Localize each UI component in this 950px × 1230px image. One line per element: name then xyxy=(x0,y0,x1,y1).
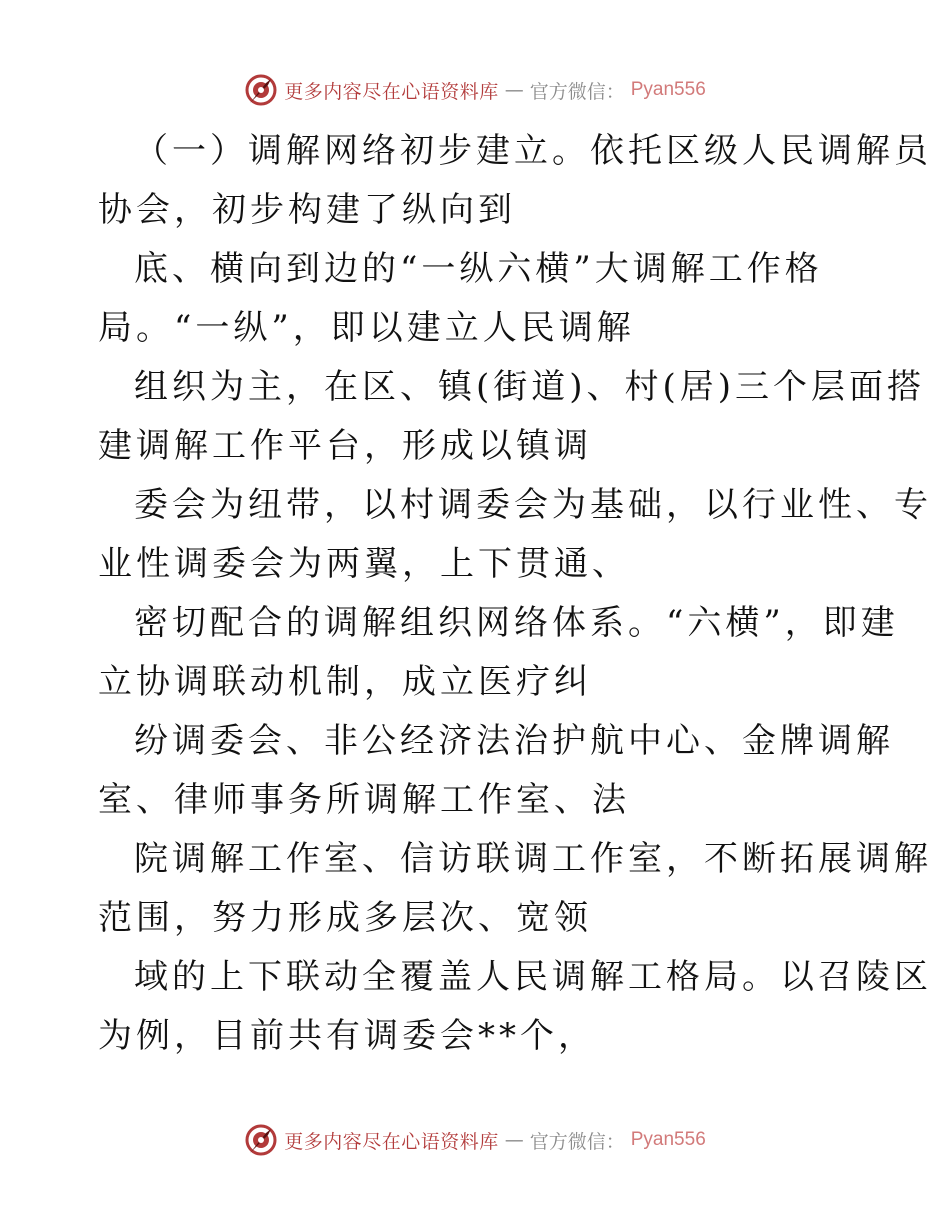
text-line: 范围，努力形成多层次、宽领 xyxy=(98,898,592,938)
text-line: 业性调委会为两翼，上下贯通、 xyxy=(98,544,630,584)
footer-watermark xyxy=(0,1120,950,1160)
text-line: 组织为主，在区、镇(街道)、村(居)三个层面搭 xyxy=(134,367,926,407)
watermark-wechat-label: 官方微信： xyxy=(529,80,625,103)
text-line: 密切配合的调解组织网络体系。“六横”，即建 xyxy=(134,603,899,643)
watermark-wechat-label: 官方微信： xyxy=(529,1130,625,1153)
text-line: 域的上下联动全覆盖人民调解工格局。以召陵区 xyxy=(134,957,932,997)
watermark-dash: — xyxy=(504,79,524,101)
watermark-dash: — xyxy=(504,1129,524,1151)
header-watermark xyxy=(0,70,950,110)
text-line: 底、横向到边的“一纵六横”大调解工作格 xyxy=(134,249,823,289)
text-line: （一）调解网络初步建立。依托区级人民调解员 xyxy=(134,131,932,171)
text-line: 为例，目前共有调委会**个， xyxy=(98,1016,596,1056)
document-body xyxy=(98,122,932,1066)
text-line: 立协调联动机制，成立医疗纠 xyxy=(98,662,592,702)
watermark-text: 更多内容尽在心语资料库 xyxy=(284,1130,499,1153)
watermark-wechat-id: Pyan556 xyxy=(630,1129,706,1150)
text-line: 委会为纽带，以村调委会为基础，以行业性、专 xyxy=(134,485,932,525)
watermark-text: 更多内容尽在心语资料库 xyxy=(284,80,499,103)
text-line: 协会，初步构建了纵向到 xyxy=(98,190,516,230)
text-line: 院调解工作室、信访联调工作室，不断拓展调解 xyxy=(134,839,932,879)
watermark-wechat-id: Pyan556 xyxy=(630,79,706,100)
text-line: 纷调委会、非公经济法治护航中心、金牌调解 xyxy=(134,721,894,761)
quill-seal-logo-icon xyxy=(244,1123,278,1157)
text-line: 局。“一纵”，即以建立人民调解 xyxy=(98,308,635,348)
text-line: 建调解工作平台，形成以镇调 xyxy=(98,426,592,466)
text-line: 室、律师事务所调解工作室、法 xyxy=(98,780,630,820)
quill-seal-logo-icon xyxy=(244,73,278,107)
